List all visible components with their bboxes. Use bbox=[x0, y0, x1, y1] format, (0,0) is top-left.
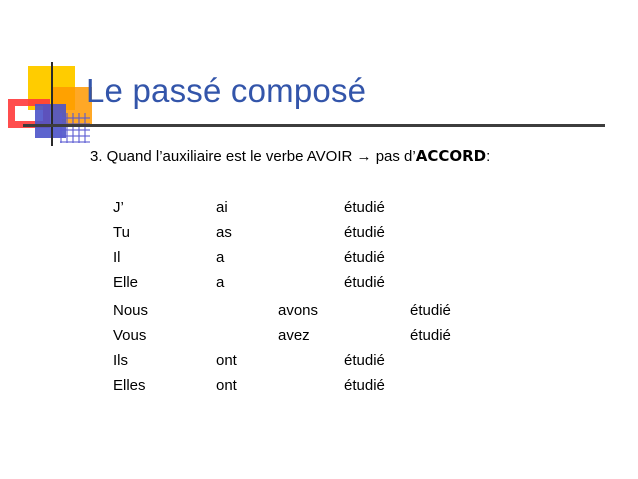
participle: étudié bbox=[410, 327, 451, 344]
auxiliary: as bbox=[216, 224, 232, 241]
conjugation-row bbox=[0, 327, 638, 349]
slide-title: Le passé composé bbox=[86, 72, 367, 109]
auxiliary: a bbox=[216, 274, 225, 291]
subtitle-bold-word: ACCORD bbox=[415, 147, 487, 165]
participle: étudié bbox=[344, 199, 385, 216]
pronoun: Vous bbox=[113, 327, 147, 344]
right-arrow-icon: → bbox=[356, 148, 372, 165]
pronoun: J’ bbox=[113, 199, 124, 216]
title-underline bbox=[23, 124, 605, 127]
conjugation-row bbox=[0, 352, 638, 374]
auxiliary: avons bbox=[278, 302, 319, 319]
slide-subtitle bbox=[90, 147, 490, 165]
pronoun: Ils bbox=[113, 352, 128, 369]
pronoun: Tu bbox=[113, 224, 130, 241]
auxiliary: avez bbox=[278, 327, 310, 344]
conjugation-row bbox=[0, 249, 638, 271]
subtitle-prefix: 3. Quand l’auxiliaire est le verbe AVOIR bbox=[90, 148, 357, 165]
participle: étudié bbox=[344, 274, 385, 291]
pronoun: Il bbox=[113, 249, 121, 266]
pronoun: Nous bbox=[113, 302, 149, 319]
decor-dot-grid bbox=[60, 113, 90, 143]
conjugation-row bbox=[0, 274, 638, 296]
conjugation-row bbox=[0, 302, 638, 324]
participle: étudié bbox=[344, 249, 385, 266]
participle: étudié bbox=[344, 352, 385, 369]
pronoun: Elle bbox=[113, 274, 139, 291]
auxiliary: ont bbox=[216, 377, 237, 394]
conjugation-row bbox=[0, 224, 638, 246]
decor-vertical-line bbox=[51, 62, 53, 146]
subtitle-suffix: : bbox=[486, 148, 491, 165]
participle: étudié bbox=[410, 302, 451, 319]
pronoun: Elles bbox=[113, 377, 146, 394]
conjugation-row bbox=[0, 199, 638, 221]
auxiliary: ont bbox=[216, 352, 237, 369]
auxiliary: a bbox=[216, 249, 225, 266]
auxiliary: ai bbox=[216, 199, 228, 216]
conjugation-row bbox=[0, 377, 638, 399]
subtitle-middle: pas d’ bbox=[371, 148, 416, 165]
participle: étudié bbox=[344, 224, 385, 241]
participle: étudié bbox=[344, 377, 385, 394]
